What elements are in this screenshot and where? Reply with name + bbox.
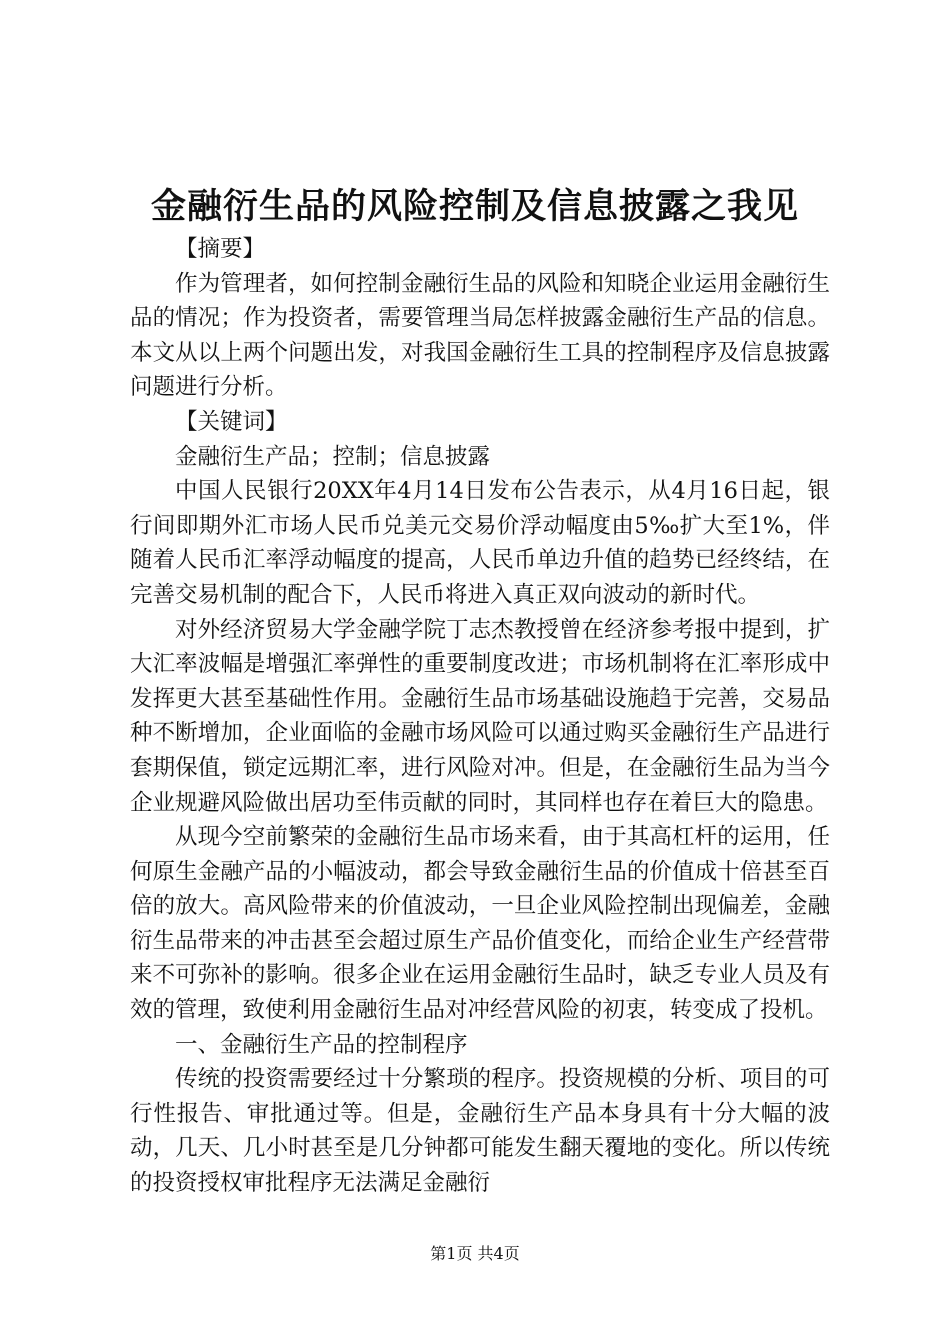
body-paragraph: 中国人民银行20XX年4月14日发布公告表示，从4月16日起，银行间即期外汇市场人民币兑美元交易价浮动幅度由5‰扩大至1%，伴随着人民币汇率浮动幅度的提高，人民币单边升值的趋势已经终结，在完善交易机制的配合下，人民币将进入真正双向波动的新时代。 [130, 478, 830, 608]
section-heading: 一、金融衍生产品的控制程序 [175, 1031, 468, 1058]
abstract-heading: 【摘要】 [175, 236, 266, 262]
keywords-text: 金融衍生产品；控制；信息披露 [175, 443, 491, 470]
keywords-heading: 【关键词】 [175, 408, 288, 435]
page-number: 第1页 共4页 [430, 1244, 520, 1263]
section-paragraph: 传统的投资需要经过十分繁琐的程序。投资规模的分析、项目的可行性报告、审批通过等。但是，金融衍生产品本身具有十分大幅的波动，几天、几小时甚至是几分钟都可能发生翻天覆地的变化。所以传统的投资授权审批程序无法满足金融衍 [130, 1066, 830, 1197]
body-paragraph: 对外经济贸易大学金融学院丁志杰教授曾在经济参考报中提到，扩大汇率波幅是增强汇率弹性的重要制度改进；市场机制将在汇率形成中发挥更大甚至基础性作用。金融衍生品市场基础设施趋于完善，交易品种不断增加，企业面临的金融市场风险可以通过购买金融衍生产品进行套期保值，锁定远期汇率，进行风险对冲。但是，在金融衍生品为当今企业规避风险做出居功至伟贡献的同时，其同样也存在着巨大的隐患。 [130, 616, 830, 816]
document-title: 金融衍生品的风险控制及信息披露之我见 [150, 186, 799, 227]
document-body [130, 232, 830, 1201]
body-paragraph: 从现今空前繁荣的金融衍生品市场来看，由于其高杠杆的运用，任何原生金融产品的小幅波动，都会导致金融衍生品的价值成十倍甚至百倍的放大。高风险带来的价值波动，一旦企业风险控制出现偏差，金融衍生品带来的冲击甚至会超过原生产品价值变化，而给企业生产经营带来不可弥补的影响。很多企业在运用金融衍生品时，缺乏专业人员及有效的管理，致使利用金融衍生品对冲经营风险的初衷，转变成了投机。 [130, 824, 830, 1024]
abstract-text: 作为管理者，如何控制金融衍生品的风险和知晓企业运用金融衍生品的情况；作为投资者，需要管理当局怎样披露金融衍生产品的信息。本文从以上两个问题出发，对我国金融衍生工具的控制程序及信息披露问题进行分析。 [130, 270, 830, 401]
